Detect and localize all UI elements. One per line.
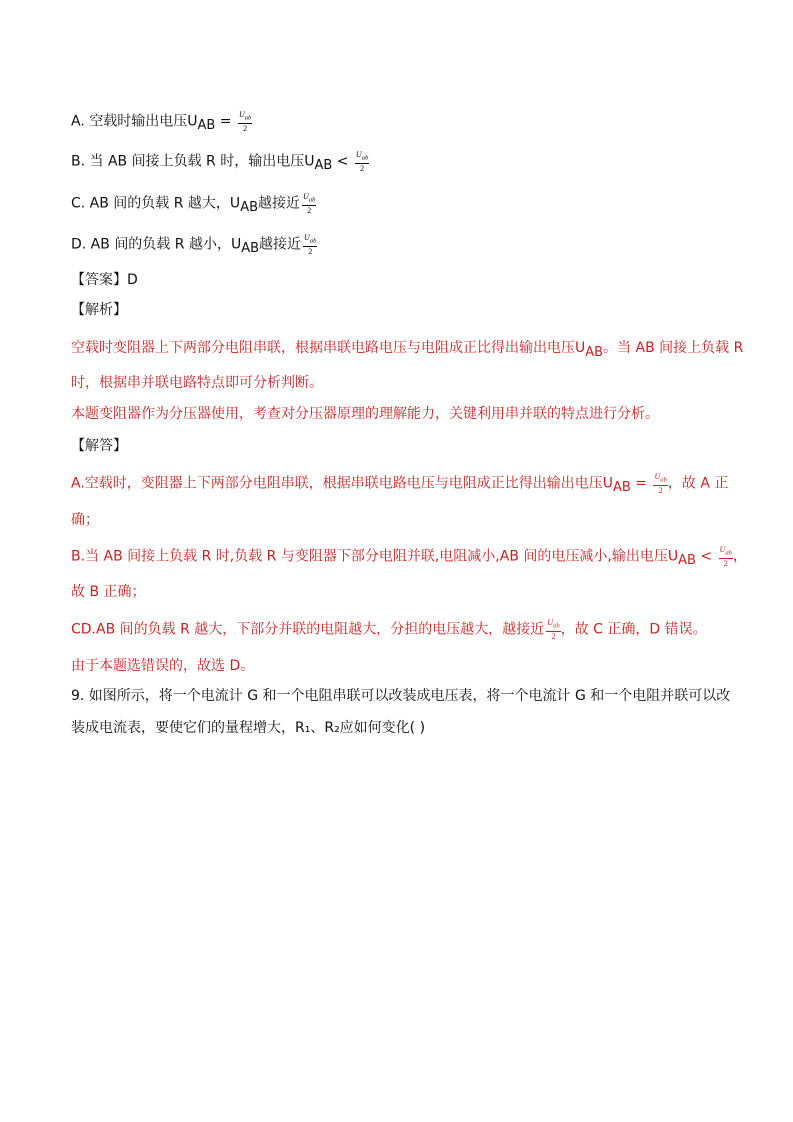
solution-b: B.当 AB 间接上负载 R 时,负载 R 与变阻器下部分电阻并联,电阻减小,AB 间的电压减小,输出电压$U_{AB}$ < $U_{ab}$ 2 ， [71, 545, 747, 569]
question-9-b: 装成电流表，要使它们的量程增大，R₁、R₂应如何变化( ) [71, 720, 426, 736]
analysis-text-2: 时，根据串并联电路特点即可分析判断。 [71, 375, 323, 391]
option-b: B. 当 AB 间接上负载 R 时，输出电压$U_{AB}$ < $U_{ab}$ 2 [71, 150, 369, 174]
option-c: C. AB 间的负载 R 越大，$U_{AB}$越接近 $U_{ab}$ 2 [71, 192, 316, 216]
solution-a-2: 确； [71, 512, 99, 528]
answer-label: 【答案】D [71, 272, 138, 288]
analysis-text: 空载时变阻器上下两部分电阻串联，根据串联电路电压与电阻成正比得出输出电压$U_{AB}$。当 AB 间接上负载 R [71, 340, 744, 360]
analysis-label: 【解析】 [71, 302, 127, 318]
solution-label: 【解答】 [71, 438, 127, 454]
solution-cd: CD.AB 间的负载 R 越大，下部分并联的电阻越大，分担的电压越大，越接近 $U_{ab}$ 2 ，故 C 正确，D 错误。 [71, 618, 707, 641]
solution-end: 由于本题选错误的，故选 D。 [71, 658, 255, 674]
solution-a: A.空载时，变阻器上下两部分电阻串联，根据串联电路电压与电阻成正比得出输出电压$U_{AB}$ = $U_{ab}$ 2 ，故 A 正 [71, 472, 729, 496]
option-d: D. AB 间的负载 R 越小，$U_{AB}$越接近 $U_{ab}$ 2 [71, 233, 317, 257]
option-a: A. 空载时输出电压$U_{AB}$ = $U_{ab}$ 2 [71, 110, 252, 134]
question-9: 9. 如图所示，将一个电流计 G 和一个电阻串联可以改装成电压表，将一个电流计 G 和一个电阻并联可以改 [71, 688, 731, 704]
analysis-text-3: 本题变阻器作为分压器使用，考查对分压器原理的理解能力，关键利用串并联的特点进行分析。 [71, 406, 659, 422]
solution-b-2: 故 B 正确； [71, 584, 146, 600]
